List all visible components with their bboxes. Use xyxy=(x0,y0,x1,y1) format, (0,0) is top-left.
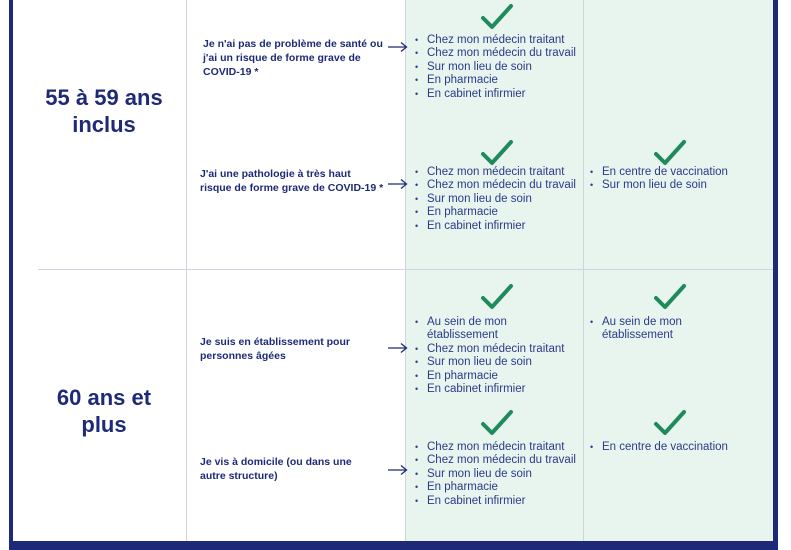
frame-bottom-border xyxy=(9,541,778,550)
frame-right-border xyxy=(773,0,778,550)
condition-label: Je vis à domicile (ou dans une autre structure) xyxy=(200,456,352,482)
group-divider xyxy=(38,269,773,270)
list-item: • Sur mon lieu de soin xyxy=(415,356,580,369)
checkmark-icon xyxy=(480,409,514,437)
list-item: • Chez mon médecin du travail xyxy=(415,47,580,60)
list-item: • Au sein de mon établissement xyxy=(590,316,710,343)
checkmark-icon xyxy=(653,139,687,167)
list-item: • Sur mon lieu de soin xyxy=(415,468,580,481)
list-item: • Sur mon lieu de soin xyxy=(590,179,770,192)
list-item: • Chez mon médecin traitant xyxy=(415,34,580,47)
arrow-right-icon xyxy=(387,41,409,53)
arrow-right-icon xyxy=(387,178,409,190)
checkmark-icon xyxy=(653,409,687,437)
divider-vertical-2 xyxy=(405,0,406,541)
vaccination-places-list xyxy=(415,34,580,101)
condition-label: J'ai une pathologie à très haut risque de forme grave de COVID-19 * xyxy=(200,168,384,194)
vaccination-places-list xyxy=(415,441,580,508)
column-2-background xyxy=(584,0,773,541)
list-item: • Chez mon médecin du travail xyxy=(415,454,580,467)
vaccination-places-list xyxy=(590,441,770,454)
checkmark-icon xyxy=(653,283,687,311)
list-item: • En centre de vaccination xyxy=(590,441,770,454)
list-item: • Chez mon médecin du travail xyxy=(415,179,580,192)
frame-left-border xyxy=(9,0,13,550)
checkmark-icon xyxy=(480,139,514,167)
list-item: • En cabinet infirmier xyxy=(415,383,580,396)
vaccination-places-list xyxy=(415,166,580,233)
list-item: • En pharmacie xyxy=(415,370,580,383)
list-item: • Chez mon médecin traitant xyxy=(415,441,580,454)
list-item: • Chez mon médecin traitant xyxy=(415,343,580,356)
vaccination-places-list xyxy=(590,316,710,343)
list-item: • En centre de vaccination xyxy=(590,166,770,179)
divider-vertical-1 xyxy=(186,0,187,541)
vaccination-places-list xyxy=(415,316,580,396)
arrow-right-icon xyxy=(387,464,409,476)
age-group-label: 55 à 59 ans inclus xyxy=(45,85,163,137)
checkmark-icon xyxy=(480,283,514,311)
list-item: • Sur mon lieu de soin xyxy=(415,193,580,206)
list-item: • En pharmacie xyxy=(415,206,580,219)
checkmark-icon xyxy=(480,3,514,31)
list-item: • Au sein de mon établissement xyxy=(415,316,580,343)
list-item: • Chez mon médecin traitant xyxy=(415,166,580,179)
condition-label: Je n'ai pas de problème de santé ou j'ai un risque de forme grave de COVID-19 * xyxy=(203,38,383,78)
condition-label: Je suis en établissement pour personnes âgées xyxy=(200,336,350,362)
list-item: • En pharmacie xyxy=(415,481,580,494)
vaccination-places-list xyxy=(590,166,770,193)
divider-vertical-3 xyxy=(583,0,584,541)
list-item: • En cabinet infirmier xyxy=(415,88,580,101)
age-group-label: 60 ans et plus xyxy=(56,385,152,437)
arrow-right-icon xyxy=(387,342,409,354)
list-item: • En pharmacie xyxy=(415,74,580,87)
list-item: • En cabinet infirmier xyxy=(415,220,580,233)
list-item: • En cabinet infirmier xyxy=(415,495,580,508)
list-item: • Sur mon lieu de soin xyxy=(415,61,580,74)
